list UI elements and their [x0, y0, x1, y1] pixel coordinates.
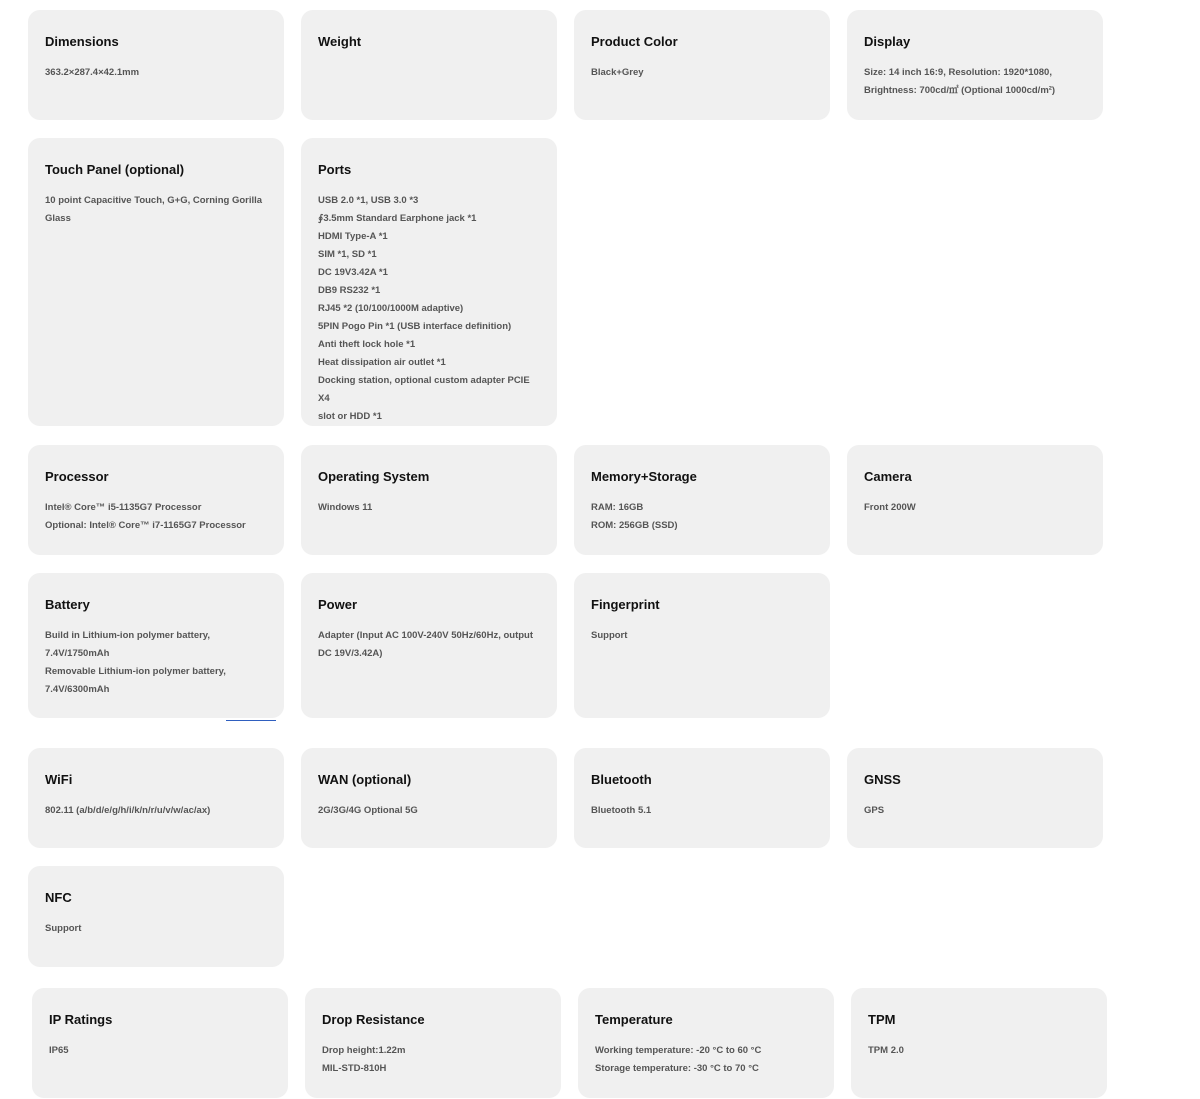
spec-title: Bluetooth [591, 772, 652, 787]
spec-title: WAN (optional) [318, 772, 412, 787]
spec-value: TPM 2.0 [868, 1045, 904, 1056]
spec-value: RJ45 *2 (10/100/1000M adaptive) [318, 303, 464, 314]
spec-value: Drop height:1.22m [322, 1045, 406, 1056]
spec-card-wifi [28, 748, 284, 848]
spec-value: DC 19V3.42A *1 [318, 267, 388, 278]
spec-value: Anti theft lock hole *1 [318, 339, 416, 350]
spec-title: NFC [45, 890, 72, 905]
spec-card-touch-panel [28, 138, 284, 426]
spec-title: Camera [864, 469, 912, 484]
spec-card-processor [28, 445, 284, 555]
spec-title: Ports [318, 162, 352, 177]
spec-card-tpm [851, 988, 1107, 1098]
spec-title: Weight [318, 34, 362, 49]
spec-value: 5PIN Pogo Pin *1 (USB interface definition) [318, 321, 512, 332]
spec-title: Memory+Storage [591, 469, 697, 484]
spec-card-temperature [578, 988, 834, 1098]
spec-values [318, 627, 541, 663]
spec-value: Build in Lithium-ion polymer battery, [45, 630, 211, 641]
spec-title: WiFi [45, 772, 73, 787]
spec-value: Front 200W [864, 502, 916, 513]
spec-value: 2G/3G/4G Optional 5G [318, 805, 418, 816]
spec-value: RAM: 16GB [591, 502, 644, 513]
spec-title: Touch Panel (optional) [45, 162, 185, 177]
spec-value: 7.4V/6300mAh [45, 684, 110, 695]
spec-values [45, 64, 268, 82]
spec-value: 363.2×287.4×42.1mm [45, 67, 140, 78]
spec-card-bluetooth [574, 748, 830, 848]
spec-value: Intel® Core™ i5-1135G7 Processor [45, 502, 202, 513]
spec-values [868, 1042, 1091, 1060]
spec-value: Docking station, optional custom adapter PCIE X4 [318, 375, 530, 404]
spec-card-gnss [847, 748, 1103, 848]
spec-value: Working temperature: -20 °C to 60 °C [595, 1045, 762, 1056]
spec-value: IP65 [49, 1045, 69, 1056]
spec-value: Windows 11 [318, 502, 373, 513]
spec-value: DB9 RS232 *1 [318, 285, 381, 296]
spec-values [45, 499, 268, 535]
spec-values [591, 802, 814, 820]
spec-value: Support [591, 630, 628, 641]
spec-values [318, 192, 541, 426]
spec-values [595, 1042, 818, 1078]
spec-title: IP Ratings [49, 1012, 113, 1027]
spec-card-memory-storage [574, 445, 830, 555]
spec-title: Product Color [591, 34, 678, 49]
spec-card-product-color [574, 10, 830, 120]
spec-value: Heat dissipation air outlet *1 [318, 357, 446, 368]
spec-title: Battery [45, 597, 90, 612]
spec-value: DC 19V/3.42A) [318, 648, 383, 659]
spec-value: Size: 14 inch 16:9, Resolution: 1920*1080, [864, 67, 1052, 78]
spec-title: Display [864, 34, 911, 49]
spec-value: Bluetooth 5.1 [591, 805, 652, 816]
spec-title: Operating System [318, 469, 430, 484]
spec-card-power [301, 573, 557, 718]
spec-value: Storage temperature: -30 °C to 70 °C [595, 1063, 759, 1074]
spec-card-nfc [28, 866, 284, 967]
spec-value: 10 point Capacitive Touch, G+G, Corning Gorilla [45, 195, 263, 206]
spec-card-battery [28, 573, 284, 718]
spec-values [45, 920, 268, 938]
spec-values [591, 499, 814, 535]
spec-values [864, 499, 1087, 517]
spec-values [322, 1042, 545, 1078]
spec-title: Dimensions [45, 34, 119, 49]
spec-values [591, 627, 814, 645]
spec-value: Black+Grey [591, 67, 644, 78]
spec-card-weight [301, 10, 557, 120]
spec-values [45, 802, 268, 820]
spec-value: GPS [864, 805, 885, 816]
spec-values [318, 499, 541, 517]
spec-card-camera [847, 445, 1103, 555]
spec-values [591, 64, 814, 82]
spec-value: Support [45, 923, 82, 934]
spec-title: GNSS [864, 772, 901, 787]
spec-value: SIM *1, SD *1 [318, 249, 377, 260]
spec-title: TPM [868, 1012, 896, 1027]
spec-value: USB 2.0 *1, USB 3.0 *3 [318, 195, 419, 206]
spec-value: Removable Lithium-ion polymer battery, [45, 666, 226, 677]
spec-card-fingerprint [574, 573, 830, 718]
spec-values [318, 802, 541, 820]
spec-title: Processor [45, 469, 109, 484]
spec-value: ∮3.5mm Standard Earphone jack *1 [318, 213, 477, 224]
spec-values [45, 192, 268, 228]
spec-card-wan [301, 748, 557, 848]
spec-value: Adapter (Input AC 100V-240V 50Hz/60Hz, output [318, 630, 534, 641]
spec-title: Power [318, 597, 358, 612]
spec-value: Glass [45, 213, 71, 224]
spec-card-dimensions [28, 10, 284, 120]
spec-values [45, 627, 268, 699]
spec-title: Drop Resistance [322, 1012, 425, 1027]
spec-value: 7.4V/1750mAh [45, 648, 110, 659]
spec-value: ROM: 256GB (SSD) [591, 520, 678, 531]
spec-title: Temperature [595, 1012, 673, 1027]
spec-card-ports [301, 138, 557, 426]
spec-card-ip-ratings [32, 988, 288, 1098]
spec-value: Optional: Intel® Core™ i7-1165G7 Processor [45, 520, 246, 531]
spec-card-operating-system [301, 445, 557, 555]
spec-value: HDMI Type-A *1 [318, 231, 388, 242]
spec-card-drop-resistance [305, 988, 561, 1098]
spec-values [49, 1042, 272, 1060]
spec-values [864, 802, 1087, 820]
spec-values [864, 64, 1087, 100]
spec-value: 802.11 (a/b/d/e/g/h/i/k/n/r/u/v/w/ac/ax) [45, 805, 211, 816]
link-underline-divider [226, 720, 276, 721]
spec-card-display [847, 10, 1103, 120]
spec-title: Fingerprint [591, 597, 660, 612]
spec-value: slot or HDD *1 [318, 411, 382, 422]
spec-value: Brightness: 700cd/㎡ (Optional 1000cd/m²) [864, 85, 1056, 96]
spec-value: MIL-STD-810H [322, 1063, 387, 1074]
